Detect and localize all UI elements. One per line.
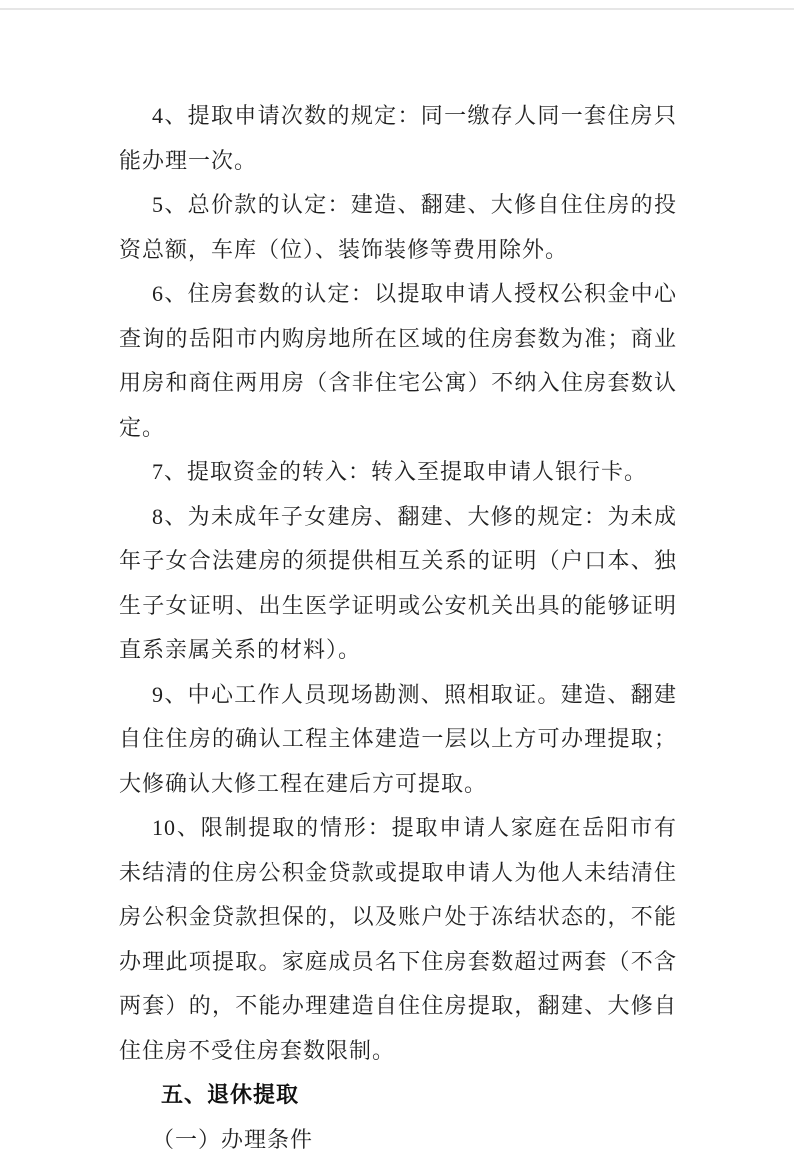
paragraph-rule-8-minor-children: 8、为未成年子女建房、翻建、大修的规定：为未成年子女合法建房的须提供相互关系的证明（户口本、独生子女证明、出生医学证明或公安机关出具的能够证明直系亲属关系的材料）。 <box>119 495 677 673</box>
paragraph-rule-4-withdrawal-count: 4、提取申请次数的规定：同一缴存人同一套住房只能办理一次。 <box>119 94 677 183</box>
subsection-label-processing-conditions: （一）办理条件 <box>119 1118 677 1162</box>
paragraph-rule-5-total-price: 5、总价款的认定：建造、翻建、大修自住住房的投资总额，车库（位）、装饰装修等费用除外。 <box>119 183 677 272</box>
paragraph-rule-10-restrictions: 10、限制提取的情形：提取申请人家庭在岳阳市有未结清的住房公积金贷款或提取申请人为他人未结清住房公积金贷款担保的，以及账户处于冻结状态的，不能办理此项提取。家庭成员名下住房套数超过两套（不含两套）的，不能办理建造自住住房提取，翻建、大修自住住房不受住房套数限制。 <box>119 806 677 1073</box>
paragraph-rule-9-site-survey: 9、中心工作人员现场勘测、照相取证。建造、翻建自住住房的确认工程主体建造一层以上方可办理提取；大修确认大修工程在建后方可提取。 <box>119 673 677 807</box>
scan-artifact-line <box>0 8 794 10</box>
document-body <box>119 94 677 1162</box>
section-heading-retirement-withdrawal: 五、退休提取 <box>119 1073 677 1118</box>
paragraph-rule-6-housing-units: 6、住房套数的认定：以提取申请人授权公积金中心查询的岳阳市内购房地所在区域的住房套数为准；商业用房和商住两用房（含非住宅公寓）不纳入住房套数认定。 <box>119 272 677 450</box>
paragraph-rule-7-fund-transfer: 7、提取资金的转入：转入至提取申请人银行卡。 <box>119 450 677 495</box>
